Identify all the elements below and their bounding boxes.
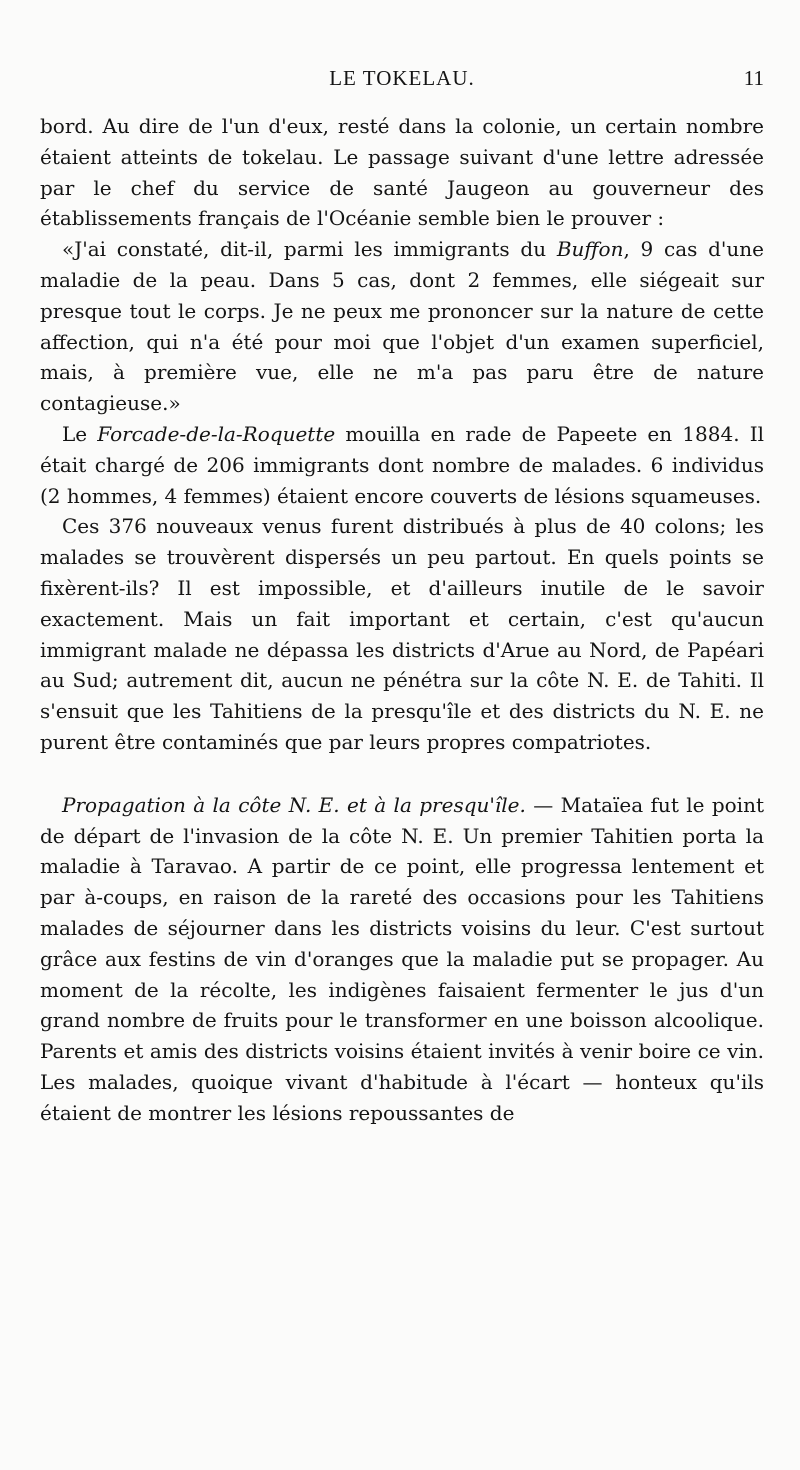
section-heading: Propagation à la côte N. E. et à la presqu'île. — [62, 792, 526, 817]
running-head — [40, 66, 764, 96]
paragraph-propagation — [40, 790, 764, 1129]
paragraph-text: — Mataïea fut le point de départ de l'invasion de la côte N. E. Un premier Tahitien porta la maladie à Taravao. A partir de ce point, elle progressa lentement et par à-coups, en raison de la rareté des occasions pour les Tahitiens malades de séjourner dans les districts voisins du leur. C'est surtout grâce aux festins de vin d'oranges que la maladie put se propager. Au moment de la récolte, les indigènes faisaient fermenter le jus d'un grand nombre de fruits pour le transformer en une boisson alcoolique. Parents et amis des districts voisins étaient invités à venir boire ce vin. Les malades, quoique vivant d'habitude à l'écart — honteux qu'ils étaient de montrer les lésions repoussantes de — [40, 792, 764, 1125]
paragraph-text: bord. Au dire de l'un d'eux, resté dans la colonie, un certain nombre étaient atteints de tokelau. Le passage suivant d'une lettre adressée par le chef du service de santé Jaugeon au gouverneur des établissements français de l'Océanie semble bien le prouver : — [40, 114, 764, 231]
ship-name-forcade: Forcade-de-la-Roquette — [97, 421, 336, 446]
page-number: 11 — [743, 66, 764, 90]
paragraph-continuation — [40, 111, 764, 234]
paragraph-text: Ces 376 nouveaux venus furent distribués à plus de 40 colons; les malades se trouvèrent dispersés un peu partout. En quels points se fixèrent-ils? Il est impossible, et d'ailleurs inutile de le savoir exactement. Mais un fait important et certain, c'est qu'aucun immigrant malade ne dépassa les districts d'Arue au Nord, de Papéari au Sud; autrement dit, aucun ne pénétra sur la côte N. E. de Tahiti. Il s'ensuit que les Tahitiens de la presqu'île et des districts du N. E. ne purent être contaminés que par leurs propres compatriotes. — [40, 514, 764, 754]
paragraph-text: , 9 cas d'une maladie de la peau. Dans 5 cas, dont 2 femmes, elle siégeait sur presque tout le corps. Je ne peux me prononcer sur la nature de cette affection, qui n'a été pour moi que l'objet d'un examen superficiel, mais, à première vue, elle ne m'a pas paru être de nature contagieuse.» — [40, 237, 764, 416]
paragraph-text: «J'ai constaté, dit-il, parmi les immigrants du — [62, 237, 557, 262]
paragraph-text: mouilla en rade de Papeete en 1884. Il était chargé de 206 immigrants dont nombre de malades. 6 individus (2 hommes, 4 femmes) étaient encore couverts de lésions squameuses. — [40, 421, 765, 508]
paragraph-immigrants — [40, 511, 764, 757]
body-text — [40, 111, 764, 1129]
paragraph-text: Le — [62, 421, 98, 446]
running-title: LE TOKELAU. — [329, 66, 475, 90]
paragraph-quotation — [40, 234, 764, 419]
ship-name-buffon: Buffon — [556, 237, 624, 262]
paragraph-forcade — [40, 419, 764, 511]
